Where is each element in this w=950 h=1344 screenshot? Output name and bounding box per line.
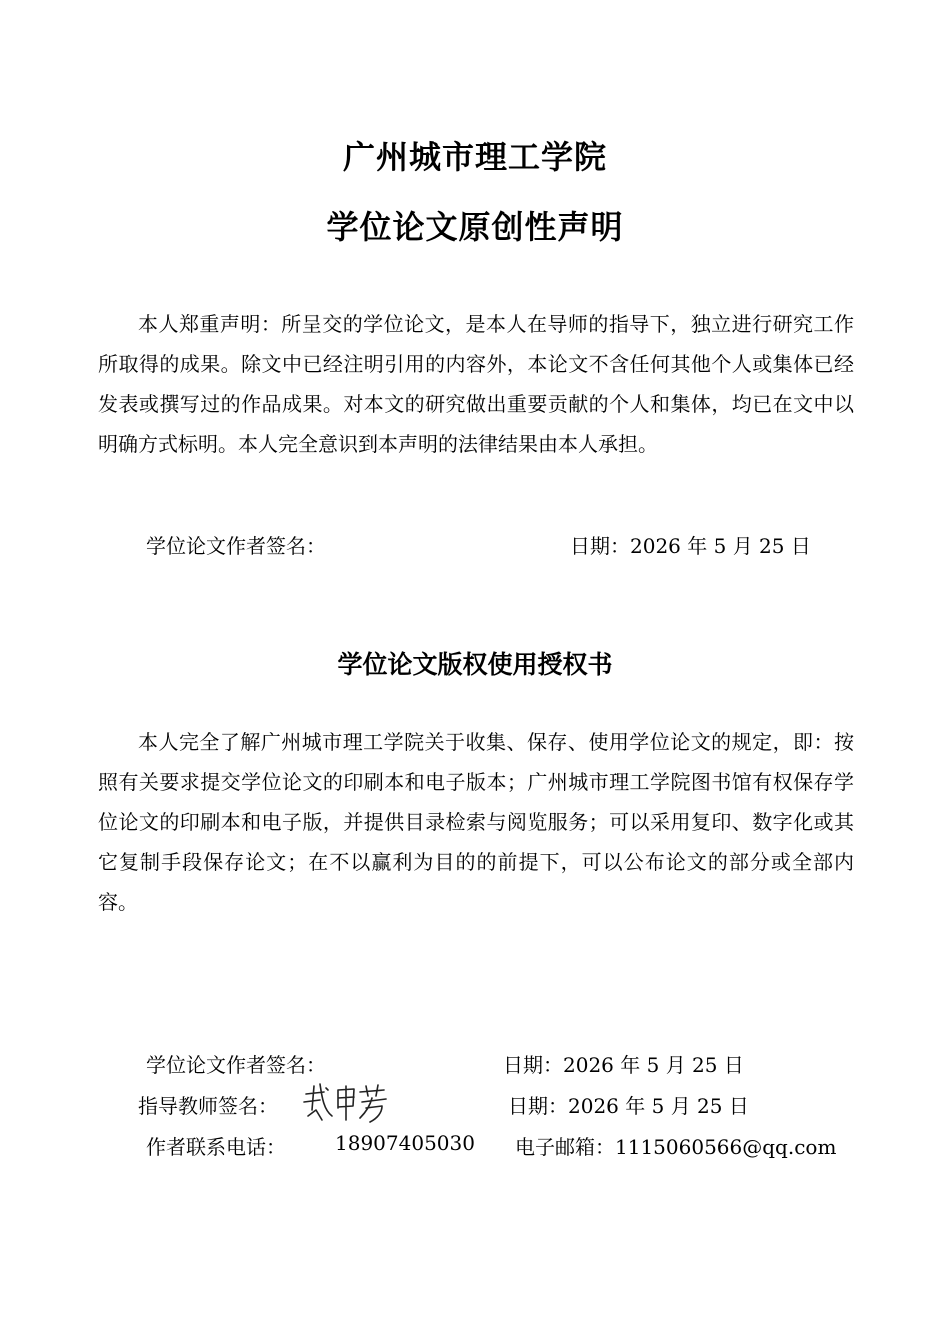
phone-value: 18907405030 <box>335 1131 475 1155</box>
advisor-date: 日期：2026 年 5 月 25 日 <box>508 1094 749 1118</box>
copyright-paragraph: 本人完全了解广州城市理工学院关于收集、保存、使用学位论文的规定，即：按照有关要求提交学位论文的印刷本和电子版本；广州城市理工学院图书馆有权保存学位论文的印刷本和电子版，并提供目录检索与阅览服务；可以采用复印、数字化或其它复制手段保存论文；在不以赢利为目的的前提下，可以公布论文的部分或全部内容。 <box>98 730 854 914</box>
author-sign-label: 学位论文作者签名： <box>146 534 326 558</box>
author-date: 日期：2026 年 5 月 25 日 <box>503 1053 744 1077</box>
email-value: 电子邮箱：1115060566@qq.com <box>515 1135 837 1159</box>
originality-paragraph: 本人郑重声明：所呈交的学位论文，是本人在导师的指导下，独立进行研究工作所取得的成果。除文中已经注明引用的内容外，本论文不含任何其他个人或集体已经发表或撰写过的作品成果。对本文的研究做出重要贡献的个人和集体，均已在文中以明确方式标明。本人完全意识到本声明的法律结果由本人承担。 <box>98 312 854 456</box>
author-sign-label-2: 学位论文作者签名： <box>146 1053 326 1077</box>
advisor-sign-label: 指导教师签名： <box>138 1094 278 1118</box>
phone-label: 作者联系电话： <box>146 1135 286 1159</box>
university-title: 广州城市理工学院 <box>342 138 607 176</box>
declaration-title: 学位论文原创性声明 <box>326 208 624 246</box>
advisor-signature <box>300 1080 392 1124</box>
originality-date: 日期：2026 年 5 月 25 日 <box>570 534 811 558</box>
copyright-title: 学位论文版权使用授权书 <box>337 650 613 679</box>
